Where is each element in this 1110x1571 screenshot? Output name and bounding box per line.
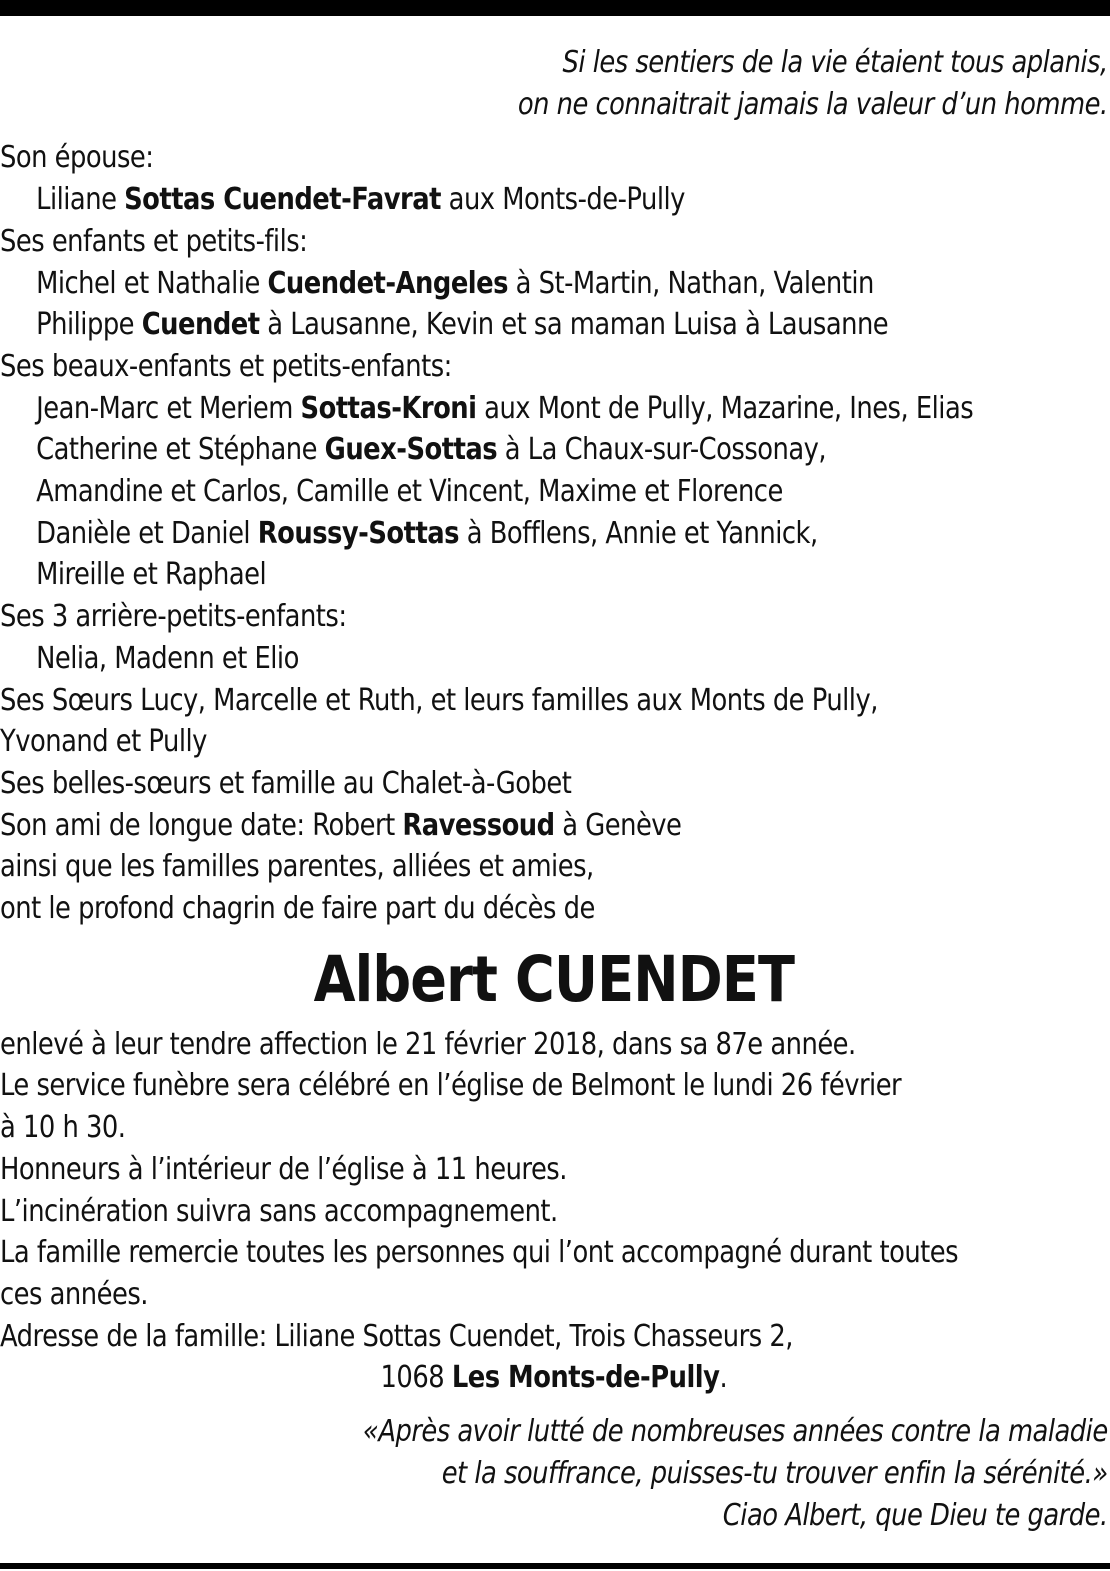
obituary-notice [0,42,1108,1536]
inlaw-line: Danièle et Daniel Roussy-Sottas à Bofflens, Annie et Yannick, [36,515,818,551]
surname: Roussy-Sottas [257,515,460,551]
detail-line: L’incinération suivra sans accompagnement. [0,1193,558,1229]
inlaw-line: Jean-Marc et Meriem Sottas-Kroni aux Mont de Pully, Mazarine, Ines, Elias [36,390,974,426]
family-address-city: 1068 Les Monts-de-Pully. [380,1360,728,1396]
closing-line: ainsi que les familles parentes, alliées et amies, [0,849,594,885]
sisters-line: Ses Sœurs Lucy, Marcelle et Ruth, et leurs familles aux Monts de Pully, [0,682,878,718]
closing-quote-line: et la souffrance, puisses-tu trouver enfin la sérénité.» [441,1455,1108,1491]
city-name: Les Monts-de-Pully [451,1360,720,1396]
opening-quote-line: on ne connaitrait jamais la valeur d’un homme. [517,86,1108,122]
opening-quote-line: Si les sentiers de la vie étaient tous aplanis, [562,45,1108,80]
great-grandchildren-line: Nelia, Madenn et Elio [36,640,299,676]
detail-line: Honneurs à l’intérieur de l’église à 11 heures. [0,1151,567,1187]
detail-line: Le service funèbre sera célébré en l’église de Belmont le lundi 26 février [0,1068,902,1104]
closing-quote [0,1411,1108,1536]
surname: Cuendet [141,307,260,343]
child-line: Philippe Cuendet à Lausanne, Kevin et sa maman Luisa à Lausanne [36,307,889,343]
deceased-name: Albert CUENDET [313,942,795,1016]
inlaw-line: Mireille et Raphael [36,557,267,593]
child-line: Michel et Nathalie Cuendet-Angeles à St-Martin, Nathan, Valentin [36,265,874,301]
inlaws-heading: Ses beaux-enfants et petits-enfants: [0,348,452,384]
opening-quote [0,42,1108,125]
sisters-line: Yvonand et Pully [0,724,207,760]
surname: Ravessoud [402,807,555,843]
top-rule [0,0,1110,16]
surname: Sottas-Kroni [300,390,477,426]
inlaw-line: Catherine et Stéphane Guex-Sottas à La Chaux-sur-Cossonay, [36,432,827,468]
surname: Guex-Sottas [324,432,498,468]
closing-quote-line: «Après avoir lutté de nombreuses années contre la maladie [362,1414,1108,1450]
family-address-line: Adresse de la famille: Liliane Sottas Cuendet, Trois Chasseurs 2, [0,1318,793,1354]
bottom-rule [0,1563,1110,1569]
spouse-heading: Son épouse: [0,140,154,176]
spouse-line: Liliane Sottas Cuendet-Favrat aux Monts-de-Pully [36,182,685,218]
friend-line: Son ami de longue date: Robert Ravessoud à Genève [0,807,682,843]
surname: Cuendet-Angeles [267,265,508,301]
detail-line: enlevé à leur tendre affection le 21 février 2018, dans sa 87e année. [0,1026,856,1062]
detail-line: La famille remercie toutes les personnes qui l’ont accompagné durant toutes [0,1235,959,1271]
detail-line: à 10 h 30. [0,1110,126,1146]
children-heading: Ses enfants et petits-fils: [0,223,308,259]
great-grandchildren-heading: Ses 3 arrière-petits-enfants: [0,599,347,635]
detail-line: ces années. [0,1276,148,1312]
closing-quote-line: Ciao Albert, que Dieu te garde. [722,1497,1108,1533]
sisters-in-law-line: Ses belles-sœurs et famille au Chalet-à-Gobet [0,765,572,801]
surname: Sottas Cuendet-Favrat [124,182,441,218]
inlaw-line: Amandine et Carlos, Camille et Vincent, Maxime et Florence [36,474,783,510]
closing-line: ont le profond chagrin de faire part du décès de [0,891,595,927]
